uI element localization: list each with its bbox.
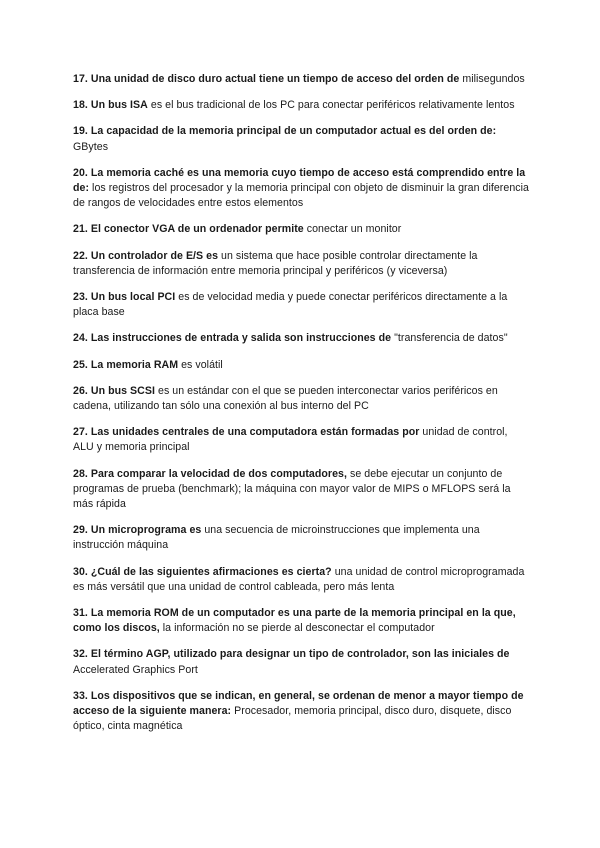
question-text: 24. Las instrucciones de entrada y salida son instrucciones de (73, 332, 392, 345)
answer-text: es el bus tradicional de los PC para conectar periféricos relativamente lentos (150, 99, 515, 112)
question-item-23 (73, 290, 530, 320)
question-text: 21. El conector VGA de un ordenador permite (73, 223, 304, 236)
answer-text: se debe ejecutar un conjunto de programas de prueba (benchmark); la máquina con mayor valor de MIPS o MFLOPS será la más rápida (73, 467, 511, 511)
answer-text: Procesador, memoria principal, disco duro, disquete, disco óptico, cinta magnética (73, 705, 512, 733)
question-item-26 (73, 384, 530, 414)
question-text: 20. La memoria caché es una memoria cuyo tiempo de acceso está comprendido entre la de: (73, 166, 526, 195)
question-text: 23. Un bus local PCI (73, 291, 176, 304)
question-item-19 (73, 124, 530, 154)
question-text: 18. Un bus ISA (73, 99, 148, 112)
answer-text: es de velocidad media y puede conectar periféricos directamente a la placa base (73, 291, 508, 319)
question-item-32 (73, 647, 530, 677)
question-text: 26. Un bus SCSI (73, 384, 155, 397)
question-item-21 (73, 222, 530, 237)
question-item-25 (73, 358, 530, 373)
answer-text: GBytes (73, 140, 109, 153)
question-item-29 (73, 523, 530, 553)
answer-text: un sistema que hace posible controlar directamente la transferencia de información entre memoria principal y periféricos (y viceversa) (73, 249, 478, 277)
answer-text: Accelerated Graphics Port (73, 663, 198, 676)
question-text: 30. ¿Cuál de las siguientes afirmaciones es cierta? (73, 565, 332, 578)
question-text: 17. Una unidad de disco duro actual tiene un tiempo de acceso del orden de (73, 73, 460, 85)
question-text: 27. Las unidades centrales de una computadora están formadas por (73, 426, 420, 439)
question-text: 19. La capacidad de la memoria principal de un computador actual es del orden de: (73, 125, 497, 138)
question-text: 32. El término AGP, utilizado para designar un tipo de controlador, son las iniciales de (73, 648, 510, 661)
answer-text: una secuencia de microinstrucciones que implementa una instrucción máquina (73, 524, 480, 552)
question-item-31 (73, 606, 530, 636)
question-text: 22. Un controlador de E/S es (73, 249, 219, 262)
question-item-27 (73, 425, 530, 455)
answer-text: los registros del procesador y la memoria principal con objeto de disminuir la gran diferencia de rangos de velocidades entre estos elementos (73, 182, 529, 210)
question-text: 33. Los dispositivos que se indican, en general, se ordenan de menor a mayor tiempo de acceso de la siguiente manera: (73, 689, 524, 718)
question-item-30 (73, 565, 530, 595)
question-item-18 (73, 98, 530, 113)
question-item-17 (73, 72, 530, 87)
question-item-20 (73, 166, 530, 212)
answer-text: la información no se pierde al desconectar el computador (162, 622, 435, 635)
question-item-28 (73, 467, 530, 513)
question-item-22 (73, 249, 530, 279)
answer-text: una unidad de control microprogramada es más versátil que una unidad de control cableada, pero más lenta (73, 565, 525, 593)
question-text: 28. Para comparar la velocidad de dos computadores, (73, 467, 347, 480)
question-text: 25. La memoria RAM (73, 358, 179, 371)
answer-text: milisegundos (462, 73, 525, 85)
question-text: 31. La memoria ROM de un computador es una parte de la memoria principal en la que, como los discos, (73, 607, 516, 635)
question-text: 29. Un microprograma es (73, 524, 202, 537)
answer-text: es un estándar con el que se pueden interconectar varios periféricos en cadena, utilizando tan sólo una conexión al bus interno del PC (73, 384, 498, 413)
question-item-24 (73, 331, 530, 346)
answer-text: unidad de control, ALU y memoria principal (73, 426, 508, 454)
question-item-33 (73, 689, 530, 735)
answer-text: conectar un monitor (306, 223, 402, 236)
answer-text: es volátil (181, 358, 223, 371)
answer-text: "transferencia de datos" (394, 332, 508, 345)
